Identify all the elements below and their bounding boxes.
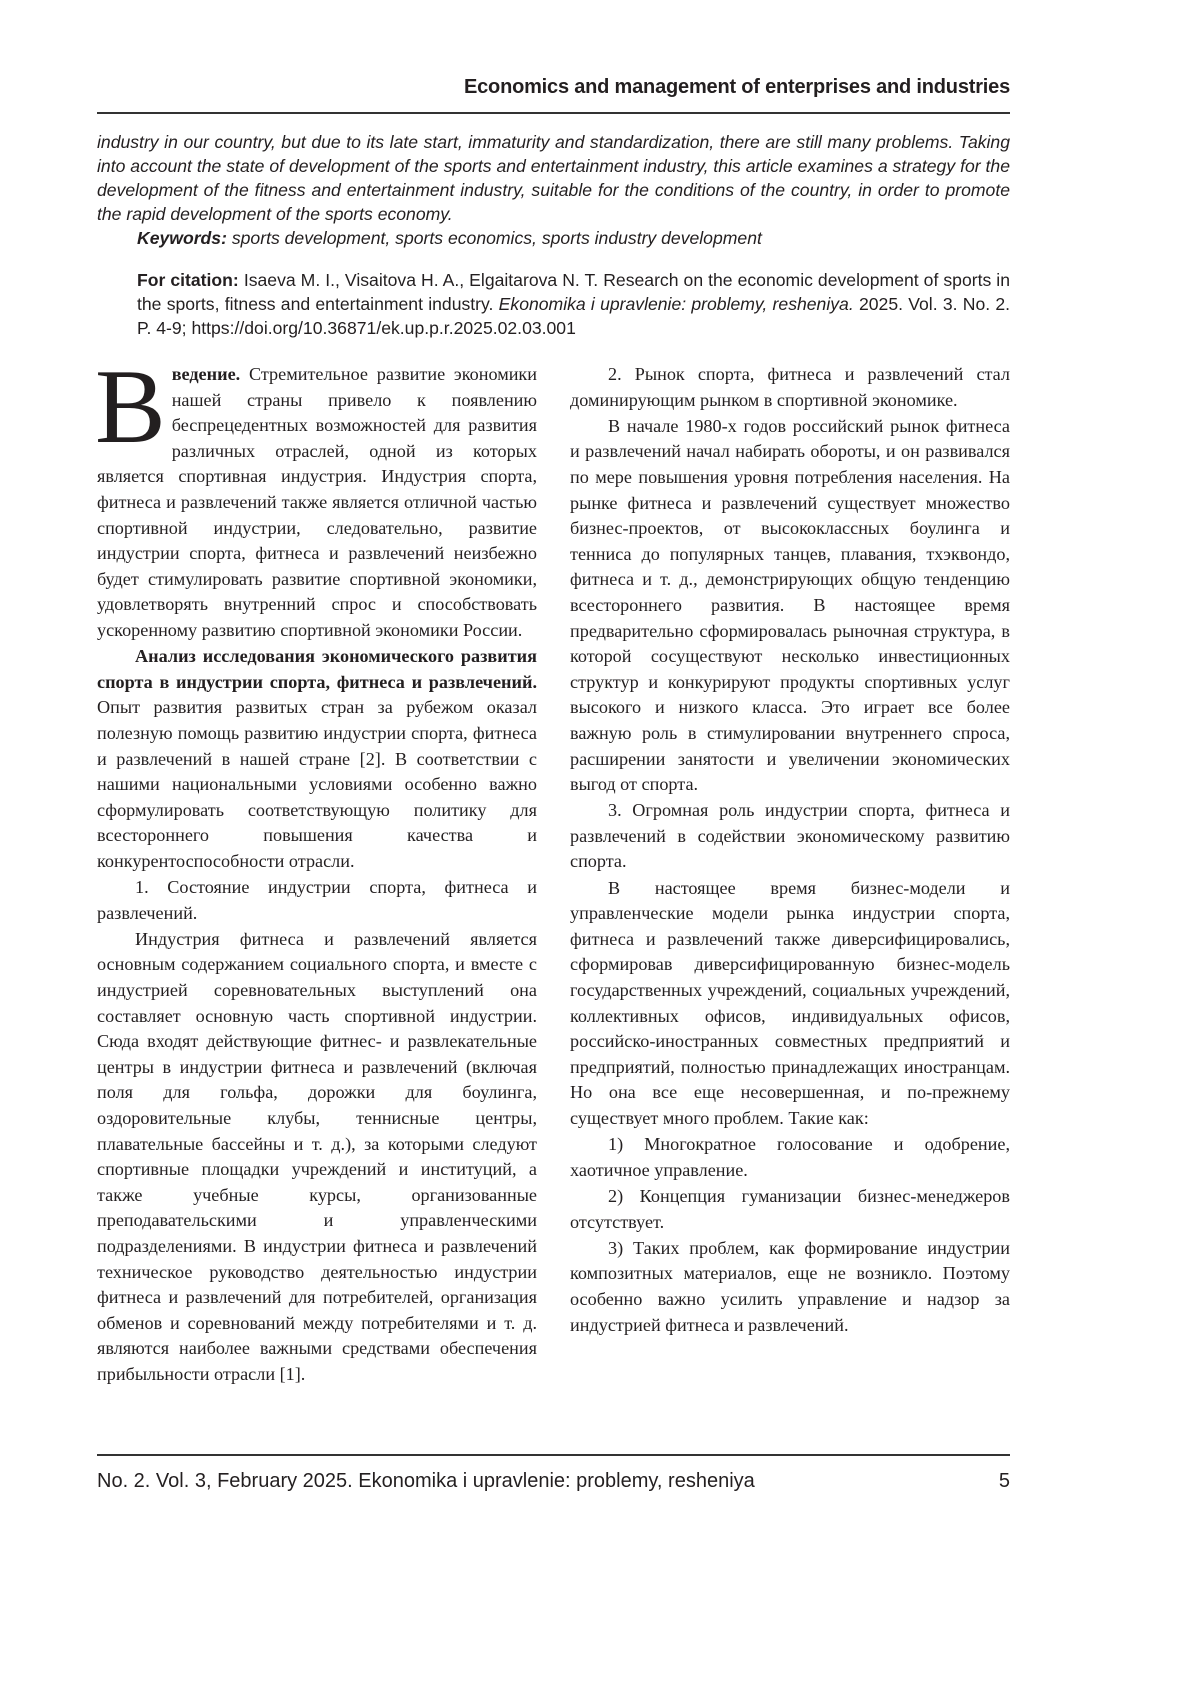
section-3-heading: 3. Огромная роль индустрии спорта, фитнеса и развлечений в содействии экономическому развитию спорта.	[570, 798, 1010, 875]
section-1-heading: 1. Состояние индустрии спорта, фитнеса и развлечений.	[97, 875, 537, 926]
intro-paragraph	[97, 362, 537, 644]
analysis-paragraph	[97, 644, 537, 874]
section-2-heading: 2. Рынок спорта, фитнеса и развлечений стал доминирующим рынком в спортивной экономике.	[570, 362, 1010, 413]
abstract-text: industry in our country, but due to its late start, immaturity and standardization, there are still many problems. Taking into account the state of development of the sports and entertainment industry, this article examines a strategy for the development of the fitness and entertainment industry, suitable for the conditions of the country, in order to promote the rapid development of the sports economy.	[97, 130, 1010, 226]
problem-2: 2) Концепция гуманизации бизнес-менеджеров отсутствует.	[570, 1184, 1010, 1235]
citation	[137, 268, 1010, 340]
citation-details: 2025. Vol. 3. No. 2. P. 4-9; https://doi.org/10.36871/ek.up.p.r.2025.02.03.001	[137, 294, 1010, 338]
page-number: 5	[999, 1470, 1010, 1493]
analysis-heading: Анализ исследования экономического развития спорта в индустрии спорта, фитнеса и развлечений.	[97, 646, 537, 692]
intro-text: Стремительное развитие экономики нашей страны привело к появлению беспрецедентных возможностей для развития различных отраслей, одной из которых является спортивная индустрия. Индустрия спорта, фитнеса и развлечений также является отличной частью спортивной индустрии, следовательно, развитие индустрии спорта, фитнеса и развлечений неизбежно будет стимулировать развитие спортивной экономики, удовлетворять внутренний спрос и способствовать ускоренному развитию спортивной экономики России.	[97, 364, 537, 640]
business-models-paragraph: В настоящее время бизнес-модели и управленческие модели рынка индустрии спорта, фитнеса и развлечений также диверсифицировались, сформировав диверсифицированную бизнес-модель государственных учреждений, социальных учреждений, коллективных офисов, индивидуальных офисов, российско-иностранных совместных предприятий и предприятий, полностью принадлежащих иностранцам. Но она все еще несовершенная, и по-прежнему существует много проблем. Такие как:	[570, 876, 1010, 1132]
keywords	[97, 226, 1010, 250]
drop-cap: В	[95, 368, 166, 448]
keywords-label: Keywords:	[137, 228, 227, 248]
keywords-text: sports development, sports economics, sports industry development	[232, 228, 762, 248]
footer-rule	[97, 1454, 1010, 1456]
left-column	[97, 362, 537, 1388]
market-paragraph: В начале 1980-х годов российский рынок фитнеса и развлечений начал набирать обороты, и он развивался по мере повышения уровня потребления населения. На рынке фитнеса и развлечений существует множество бизнес-проектов, от высококлассных боулинга и тенниса до популярных танцев, плавания, тхэквондо, фитнеса и т. д., демонстрирующих общую тенденцию всестороннего развития. В настоящее время предварительно сформировалась рыночная структура, в которой сосуществуют несколько инвестиционных структур и конкурируют продукты спортивных услуг высокого и низкого класса. Это играет все более важную роль в стимулировании внутреннего спроса, расширении занятости и увеличении экономических выгод от спорта.	[570, 414, 1010, 798]
problem-1: 1) Многократное голосование и одобрение, хаотичное управление.	[570, 1132, 1010, 1183]
analysis-text: Опыт развития развитых стран за рубежом оказал полезную помощь развитию индустрии спорта, фитнеса и развлечений в нашей стране [2]. В соответствии с нашими национальными условиями особенно важно сформулировать соответствующую политику для всестороннего повышения качества и конкурентоспособности отрасли.	[97, 697, 537, 871]
fitness-industry-paragraph: Индустрия фитнеса и развлечений является основным содержанием социального спорта, и вместе с индустрией соревновательных выступлений она составляет основную часть спортивной индустрии. Сюда входят действующие фитнес- и развлекательные центры в индустрии фитнеса и развлечений (включая поля для гольфа, дорожки для боулинга, оздоровительные клубы, теннисные центры, плавательные бассейны и т. д.), за которыми следуют спортивные площадки учреждений и институций, а также учебные курсы, организованные преподавательскими и управленческими подразделениями. В индустрии фитнеса и развлечений техническое руководство деятельностью индустрии фитнеса и развлечений для потребителей, организация обменов и соревнований между потребителями и т. д. являются наиболее важными средствами обеспечения прибыльности отрасли [1].	[97, 927, 537, 1388]
problem-3: 3) Таких проблем, как формирование индустрии композитных материалов, еще не возникло. Поэтому особенно важно усилить управление и надзор за индустрией фитнеса и развлечений.	[570, 1236, 1010, 1338]
abstract	[97, 130, 1010, 250]
citation-label: For citation:	[137, 270, 239, 290]
intro-heading: ведение.	[172, 364, 241, 384]
running-header: Economics and management of enterprises and industries	[97, 76, 1010, 99]
citation-text: Isaeva M. I., Visaitova H. A., Elgaitarova N. T. Research on the economic development of sports in the sports, fitness and entertainment industry.	[137, 270, 1010, 314]
right-column	[570, 362, 1010, 1339]
footer-issue: No. 2. Vol. 3, February 2025. Ekonomika i upravlenie: problemy, resheniya	[97, 1470, 755, 1493]
header-rule	[97, 112, 1010, 114]
citation-journal: Ekonomika i upravlenie: problemy, resheniya.	[499, 294, 854, 314]
